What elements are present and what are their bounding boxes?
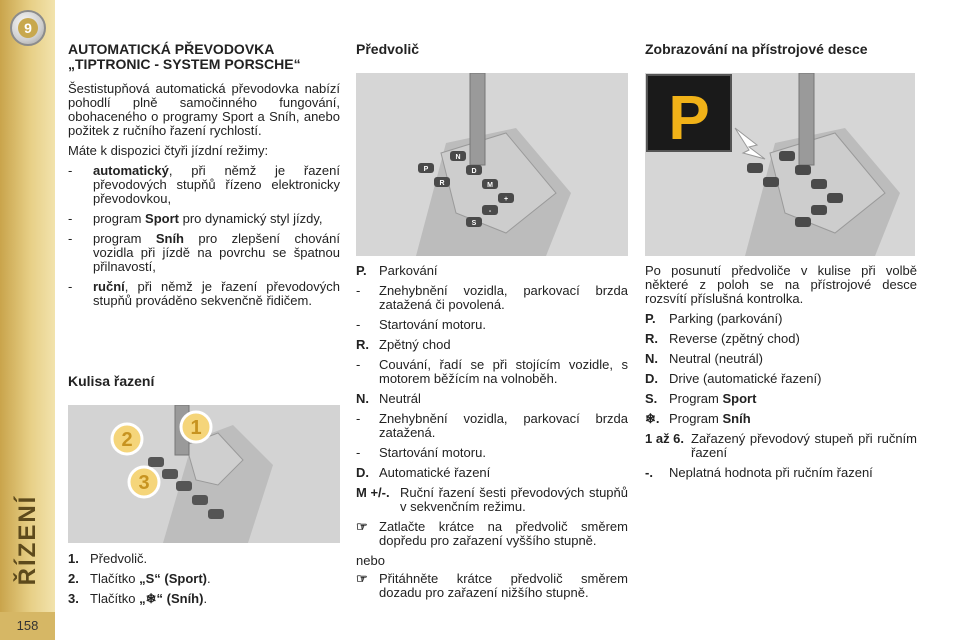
list-item: - Startování motoru.: [356, 317, 486, 332]
display-intro: Po posunutí předvoliče v kulise při volbě některé z poloh se na přístrojové desce rozsvítí příslušná kontrolka.: [645, 263, 917, 306]
selector-figure: [356, 73, 628, 256]
transmission-intro: Šestistupňová automatická převodovka nabízí pohodlí plně samočinného fungování, obohaceného o programy Sport a Sníh, anebo požitek z ručního řazení rychlostí.: [68, 81, 340, 138]
list-item: P. Parking (parkování): [645, 311, 783, 326]
list-item: D. Automatické řazení: [356, 465, 491, 480]
callout-3: 3: [138, 472, 150, 494]
column-transmission: [68, 42, 340, 314]
display-illustration: [645, 73, 915, 256]
hand-icon: ☞: [356, 519, 368, 534]
page-number: 158: [0, 612, 55, 640]
selector-illustration: [356, 73, 628, 256]
selector-title: Předvolič: [356, 41, 420, 57]
list-item: 1. Předvolič.: [68, 551, 148, 566]
list-item: N. Neutrál: [356, 391, 421, 406]
or-text: nebo: [356, 553, 385, 568]
lever-label: +: [503, 196, 509, 203]
gate-illustration: [68, 405, 340, 543]
hand-icon: ☞: [356, 571, 368, 586]
lever-label: D: [471, 168, 477, 175]
list-item: P. Parkování: [356, 263, 438, 278]
tip-item: ☞ Přitáhněte krátce předvolič směrem dozadu pro zařazení nižšího stupně.: [356, 571, 628, 600]
invalid-item: -. Neplatná hodnota při ručním řazení: [645, 465, 873, 480]
gate-figure: [68, 405, 340, 543]
list-item: - automatický, při němž je řazení převodových stupňů řízeno elektronicky převodovkou,: [68, 163, 340, 206]
list-item: - program Sníh pro zlepšení chování vozidla při jízdě na povrchu se špatnou přilnavostí,: [68, 231, 340, 274]
list-item: - program Sport pro dynamický styl jízdy,: [68, 211, 323, 226]
list-item: - ruční, při němž je řazení převodových stupňů prováděno sekvenčně řidičem.: [68, 279, 340, 308]
list-item: S. Program Sport: [645, 391, 757, 406]
lever-label: M: [487, 182, 493, 189]
list-item: D. Drive (automatické řazení): [645, 371, 822, 386]
chapter-side-title: ŘÍZENÍ: [14, 494, 41, 586]
list-item: - Znehybnění vozidla, parkovací brzda zatažená.: [356, 411, 628, 440]
chapter-badge: [10, 10, 46, 46]
list-item: R. Zpětný chod: [356, 337, 451, 352]
manual-mode-item: M +/-. Ruční řazení šesti převodových stupňů v sekvenčním režimu.: [356, 485, 628, 514]
lever-label: -: [488, 208, 492, 215]
callout-1: 1: [190, 417, 202, 439]
chapter-number: 9: [18, 18, 38, 38]
modes-intro: Máte k dispozici čtyři jízdní režimy:: [68, 143, 269, 158]
list-item: ❄. Program Sníh: [645, 411, 751, 426]
list-item: - Couvání, řadí se při stojícím vozidle, s motorem běžícím na volnoběh.: [356, 357, 628, 386]
list-item: R. Reverse (zpětný chod): [645, 331, 800, 346]
list-item: 2. Tlačítko „S“ (Sport).: [68, 571, 211, 586]
list-item: N. Neutral (neutrál): [645, 351, 763, 366]
transmission-title: AUTOMATICKÁ PŘEVODOVKA „TIPTRONIC - SYSTEM PORSCHE“: [68, 41, 301, 72]
list-item: - Znehybnění vozidla, parkovací brzda zatažená či povolená.: [356, 283, 628, 312]
gear-item: 1 až 6. Zařazený převodový stupeň při ručním řazení: [645, 431, 917, 460]
display-gear-letter: P: [668, 84, 710, 153]
selector-definitions: [356, 264, 628, 606]
lever-label: S: [471, 220, 477, 227]
lever-label: P: [423, 166, 429, 173]
kulisa-title: Kulisa řazení: [68, 373, 155, 389]
list-item: - Startování motoru.: [356, 445, 486, 460]
lever-label: N: [455, 154, 461, 161]
gate-legend: [68, 552, 340, 612]
callout-2: 2: [121, 429, 133, 451]
display-title: Zobrazování na přístrojové desce: [645, 41, 868, 57]
lever-label: R: [439, 180, 445, 187]
display-figure: [645, 73, 915, 256]
list-item: 3. Tlačítko „❄“ (Sníh).: [68, 591, 208, 606]
tip-item: ☞ Zatlačte krátce na předvolič směrem dopředu pro zařazení vyššího stupně.: [356, 519, 628, 548]
display-definitions: [645, 264, 917, 486]
modes-list: [68, 164, 340, 308]
